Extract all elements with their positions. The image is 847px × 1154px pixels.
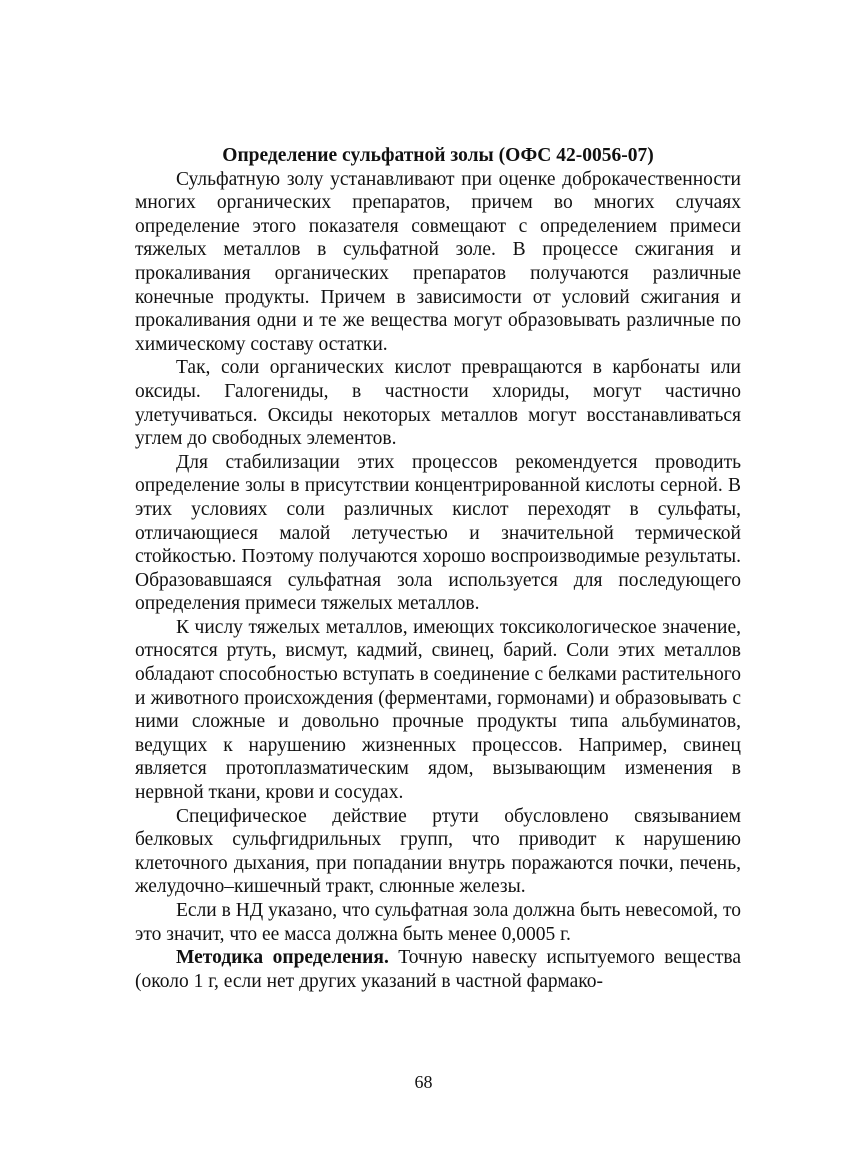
paragraph-2: Так, соли органических кислот превращаются в карбонаты или оксиды. Галогениды, в частности хлориды, могут частично улетучиваться. Оксиды некоторых металлов могут восстанавливаться углем до свободных элементов. [135, 357, 741, 450]
page-number: 68 [414, 1072, 433, 1092]
page-body [135, 144, 741, 993]
paragraph-5: Специфическое действие ртути обусловлено связыванием белковых сульфгидрильных групп, что приводит к нарушению клеточного дыхания, при попадании внутрь поражаются почки, печень, желудочно–кишечный тракт, слюнные железы. [135, 805, 741, 898]
paragraph-6: Если в НД указано, что сульфатная зола должна быть невесомой, то это значит, что ее масса должна быть менее 0,0005 г. [135, 900, 741, 945]
paragraph-4: К числу тяжелых металлов, имеющих токсикологическое значение, относятся ртуть, висмут, кадмий, свинец, барий. Соли этих металлов обладают способностью вступать в соединение с белками растительного и животного происхождения (ферментами, гормонами) и образовывать с ними сложные и довольно прочные продукты типа альбуминатов, ведущих к нарушению жизненных процессов. Например, свинец является протоплазматическим ядом, вызывающим изменения в нервной ткани, крови и сосудах. [135, 616, 741, 804]
paragraph-1: Сульфатную золу устанавливают при оценке доброкачественности многих органических препаратов, причем во многих случаях определение этого показателя совмещают с определением примеси тяжелых металлов в сульфатной золе. В процессе сжигания и прокаливания органических препаратов получаются различные конечные продукты. Причем в зависимости от условий сжигания и прокаливания одни и те же вещества могут образовывать различные по химическому составу остатки. [135, 168, 741, 355]
method-heading: Методика определения. [176, 947, 389, 969]
method-text: Точную навеску испытуемого вещества (около 1 г, если нет других указаний в частной фармако- [135, 947, 741, 992]
paragraph-method [135, 946, 741, 993]
section-title: Определение сульфатной золы (ОФС 42-0056-07) [222, 145, 654, 166]
paragraph-3: Для стабилизации этих процессов рекомендуется проводить определение золы в присутствии концентрированной кислоты серной. В этих условиях соли различных кислот переходят в сульфаты, отличающиеся малой летучестью и значительной термической стойкостью. Поэтому получаются хорошо воспроизводимые результаты. Образовавшаяся сульфатная зола используется для последующего определения примеси тяжелых металлов. [135, 451, 741, 615]
